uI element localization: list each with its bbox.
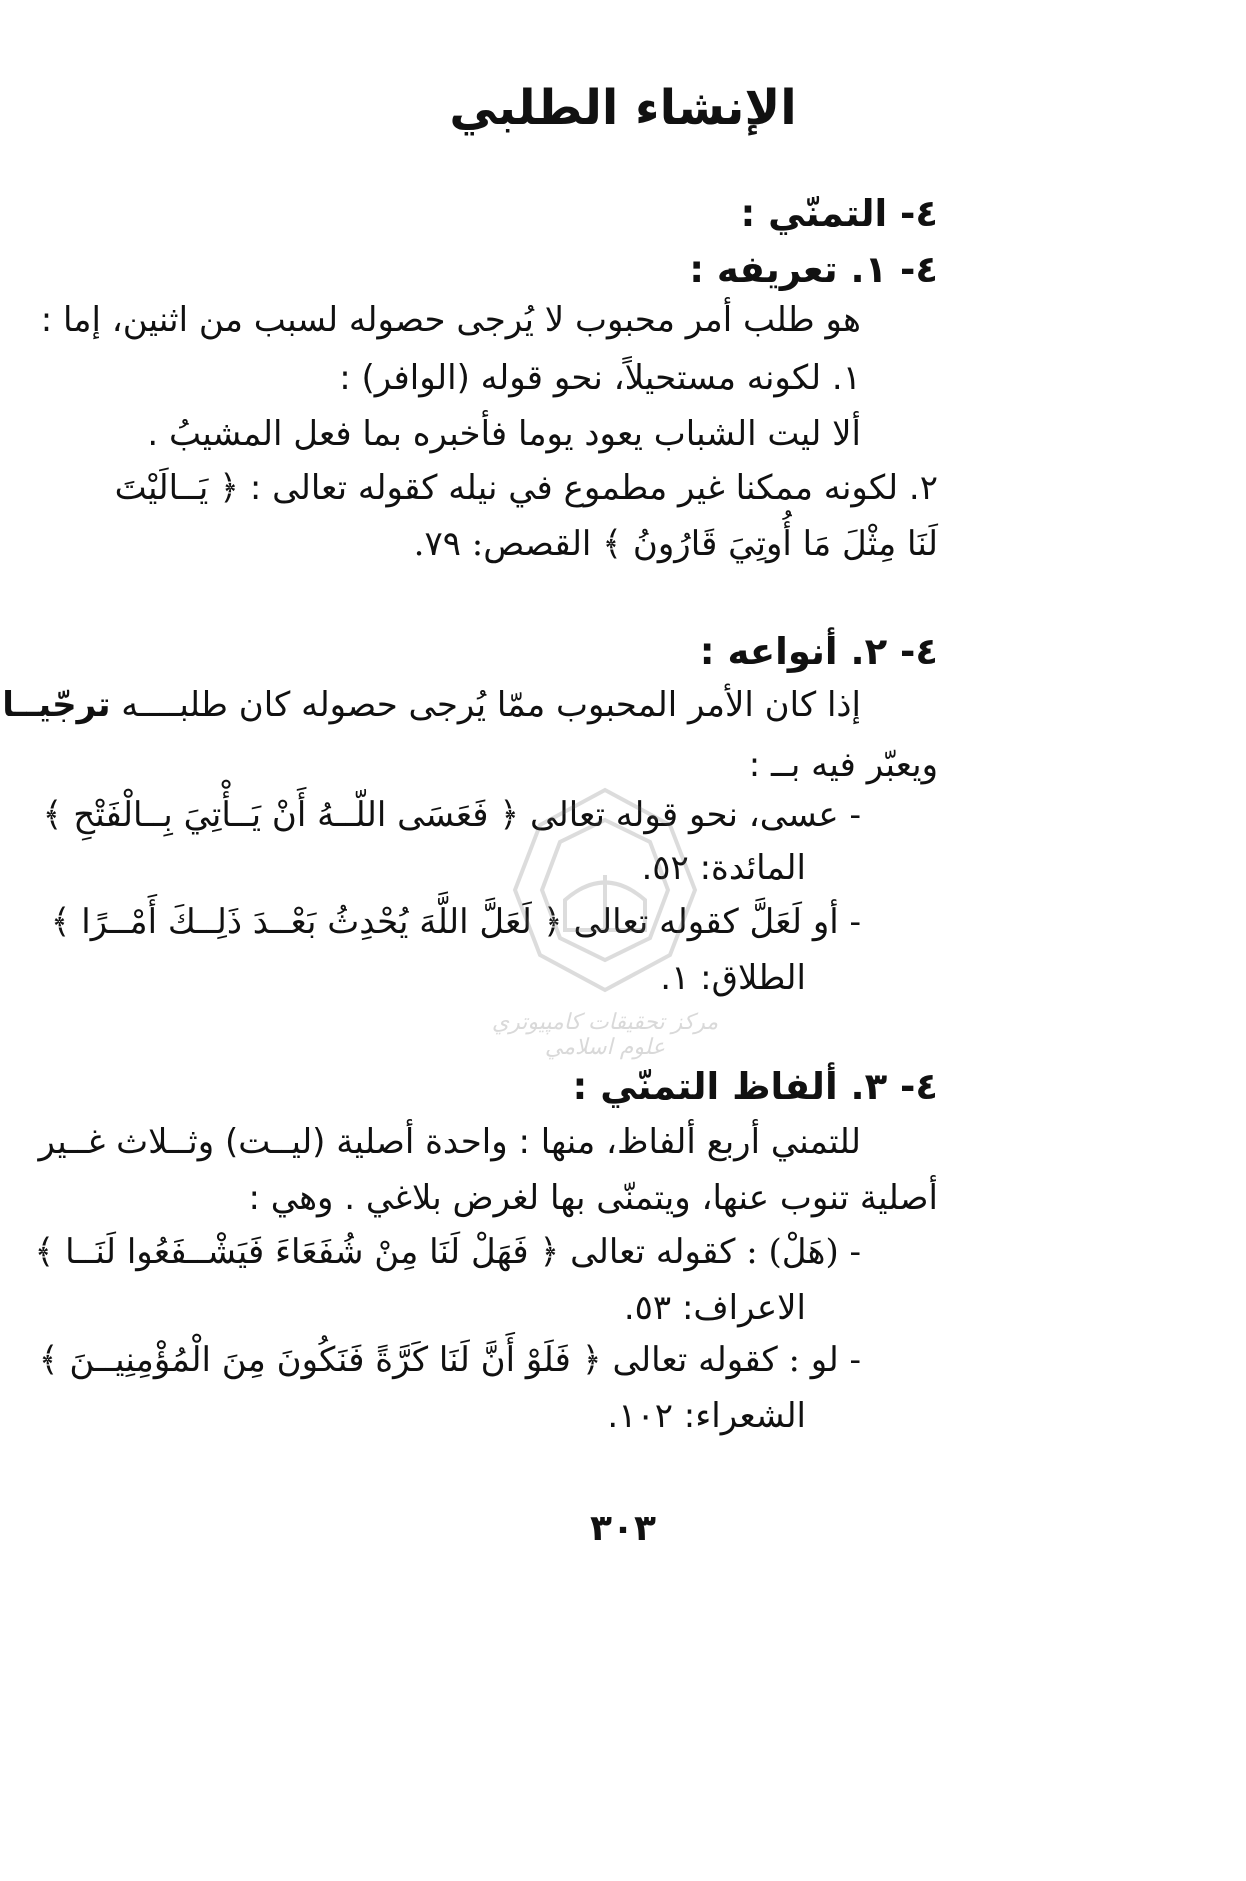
types-bullet-2-reference: الطلاق: ١.: [660, 958, 806, 998]
definition-item-1: ١. لكونه مستحيلاً، نحو قوله (الوافر) :: [339, 358, 861, 398]
definition-item-2: ٢. لكونه ممكنا غير مطموع في نيله كقوله تعالى : ﴿ يَــالَيْتَ: [114, 468, 938, 508]
page-title: الإنشاء الطلبي: [449, 80, 797, 136]
types-line-1-text: إذا كان الأمر المحبوب ممّا يُرجى حصوله كان طلبــــه: [110, 685, 861, 725]
words-bullet-2-reference: الشعراء: ١٠٢.: [607, 1396, 806, 1436]
section-heading-4-2: ٤- ٢. أنواعه :: [699, 630, 938, 673]
words-bullet-2: - لو : كقوله تعالى ﴿ فَلَوْ أَنَّ لَنَا كَرَّةً فَنَكُونَ مِنَ الْمُؤْمِنِيــنَ ﴾: [38, 1340, 861, 1380]
types-bullet-1: - عسى، نحو قوله تعالى ﴿ فَعَسَى اللّــهُ أَنْ يَــأْتِيَ بِــالْفَتْحِ ﴾: [42, 795, 861, 835]
page-number: ٣٠٣: [590, 1508, 656, 1549]
types-line-2: ويعبّر فيه بــ :: [748, 745, 938, 785]
types-bullet-1-reference: المائدة: ٥٢.: [641, 848, 806, 888]
types-bullet-2: - أو لَعَلَّ كقوله تعالى ﴿ لَعَلَّ اللَّهَ يُحْدِثُ بَعْــدَ ذَلِــكَ أَمْــرًا ﴾: [50, 902, 861, 942]
section-heading-4-1: ٤- ١. تعريفه :: [689, 248, 938, 291]
watermark-text: مركز تحقيقات كامپيوتري علوم اسلامي: [491, 1010, 719, 1060]
poetry-verse: ألا ليت الشباب يعود يوما فأخبره بما فعل المشيبُ .: [147, 414, 861, 454]
words-line-1: للتمني أربع ألفاظ، منها : واحدة أصلية (ليــت) وثــلاث غــير: [38, 1122, 861, 1162]
types-line-1: [2, 685, 861, 726]
words-bullet-1-reference: الاعراف: ٥٣.: [623, 1288, 806, 1328]
words-bullet-1: - (هَلْ) : كقوله تعالى ﴿ فَهَلْ لَنَا مِنْ شُفَعَاءَ فَيَشْــفَعُوا لَنَــا ﴾: [34, 1232, 861, 1272]
definition-item-2-continued: لَنَا مِثْلَ مَا أُوتِيَ قَارُونُ ﴾ القصص: ٧٩.: [413, 524, 938, 564]
section-heading-4: ٤- التمنّي :: [740, 192, 938, 235]
definition-line: هو طلب أمر محبوب لا يُرجى حصوله لسبب من اثنين، إما :: [40, 300, 861, 340]
section-heading-4-3: ٤- ٣. ألفاظ التمنّي :: [572, 1065, 938, 1108]
types-line-1-bold: ترجّيــا: [2, 685, 111, 725]
words-line-2: أصلية تنوب عنها، ويتمنّى بها لغرض بلاغي . وهي :: [248, 1178, 938, 1218]
